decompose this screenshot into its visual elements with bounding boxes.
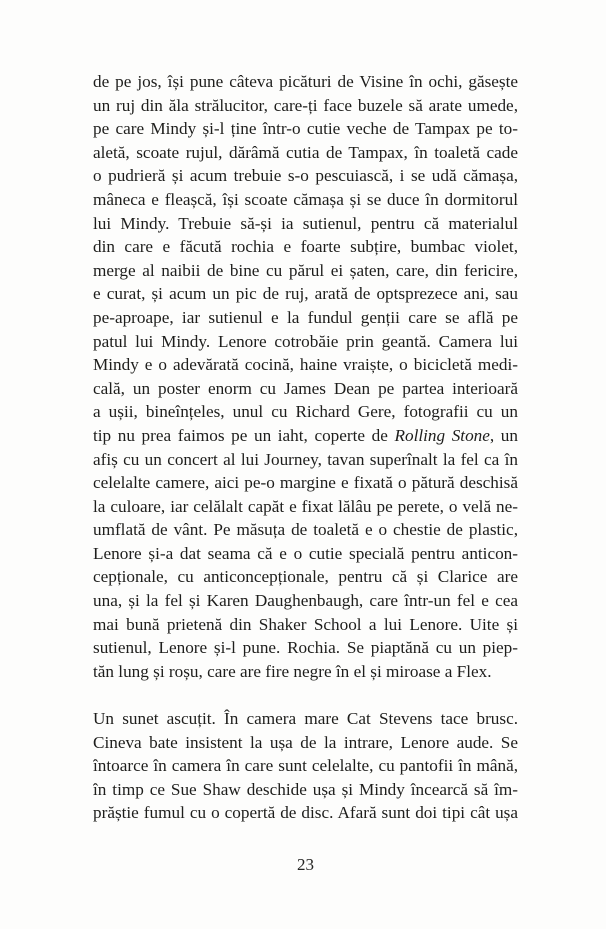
text-run: în timp ce Sue Shaw deschide ușa și Mindy încearcă să îm- xyxy=(93,779,518,799)
text-line xyxy=(93,518,518,542)
text-line xyxy=(93,330,518,354)
text-line xyxy=(93,424,518,448)
text-line xyxy=(93,636,518,660)
text-run: pe-aproape, iar sutienul e la fundul genții care se află pe xyxy=(93,307,518,327)
text-line xyxy=(93,660,518,684)
page-text xyxy=(93,70,518,825)
text-run: celelalte camere, aici pe-o margine e fixată o pătură deschisă xyxy=(93,473,518,493)
text-line xyxy=(93,754,518,778)
text-line xyxy=(93,448,518,472)
text-run: Un sunet ascuțit. În camera mare Cat Stevens tace brusc. xyxy=(93,709,518,729)
text-line xyxy=(93,306,518,330)
text-run: cepționale, cu anticoncepționale, pentru că și Clarice are xyxy=(93,567,518,587)
text-run: un ruj din ăla strălucitor, care-ți face buzele să arate umede, xyxy=(93,95,518,115)
text-run: tip nu prea faimos pe un iaht, coperte de xyxy=(93,425,395,445)
text-run: întoarce în camera în care sunt celelalte, cu pantofii în mână, xyxy=(93,756,518,776)
text-line xyxy=(93,565,518,589)
text-line xyxy=(93,471,518,495)
text-run: o pudrieră și acum trebuie s-o pescuiască, i se udă cămașa, xyxy=(93,166,518,186)
text-line xyxy=(93,542,518,566)
text-run: mâneca e fleașcă, își scoate cămașa și se duce în dormitorul xyxy=(93,189,518,209)
text-run: prăștie fumul cu o copertă de disc. Afară sunt doi tipi cât ușa xyxy=(93,803,518,823)
text-run: Mindy e o adevărată cocină, haine vraiște, o bicicletă medi- xyxy=(93,355,518,375)
text-run: patul lui Mindy. Lenore cotrobăie prin geantă. Camera lui xyxy=(93,331,518,351)
text-run: , un xyxy=(489,425,518,445)
text-line xyxy=(93,353,518,377)
text-line xyxy=(93,94,518,118)
text-line xyxy=(93,778,518,802)
text-run: merge al naibii de bine cu părul ei șaten, care, din fericire, xyxy=(93,260,518,280)
text-line xyxy=(93,117,518,141)
text-line xyxy=(93,400,518,424)
text-run: sutienul, Lenore și-l pune. Rochia. Se piaptănă cu un piep- xyxy=(93,638,518,658)
text-run: a ușii, bineînțeles, unul cu Richard Gere, fotografii cu un xyxy=(93,402,518,422)
text-run: Lenore și-a dat seama că e o cutie specială pentru anticon- xyxy=(93,543,518,563)
text-run: una, și la fel și Karen Daughenbaugh, care într-un fel e cea xyxy=(93,591,518,611)
text-run: lui Mindy. Trebuie să-și ia sutienul, pentru că materialul xyxy=(93,213,518,233)
text-run: cală, un poster enorm cu James Dean pe partea interioară xyxy=(93,378,518,398)
text-run: afiș cu un concert al lui Journey, tavan superînalt la fel ca în xyxy=(93,449,518,469)
text-line xyxy=(93,259,518,283)
text-line xyxy=(93,188,518,212)
text-line xyxy=(93,377,518,401)
text-run: aletă, scoate rujul, dărâmă cutia de Tampax, în toaletă cade xyxy=(93,142,518,162)
text-line xyxy=(93,212,518,236)
text-run: de pe jos, își pune câteva picături de Visine în ochi, găsește xyxy=(93,72,518,91)
text-run: la culoare, iar celălalt capăt e fixat lălâu pe perete, o velă ne- xyxy=(93,496,518,516)
text-line xyxy=(93,731,518,755)
text-run: Cineva bate insistent la ușa de la intrare, Lenore aude. Se xyxy=(93,732,518,752)
text-run: mai bună prietenă din Shaker School a lui Lenore. Uite și xyxy=(93,614,518,634)
text-line xyxy=(93,164,518,188)
text-run: e curat, și acum un pic de ruj, arată de optsprezece ani, sau xyxy=(93,284,518,304)
text-line xyxy=(93,589,518,613)
text-line xyxy=(93,235,518,259)
text-line xyxy=(93,141,518,165)
page-number: 23 xyxy=(297,855,314,874)
text-run: tăn lung și roșu, care are fire negre în el și miroase a Flex. xyxy=(93,661,492,681)
text-run: din care e făcută rochia e foarte subțire, bumbac violet, xyxy=(93,237,518,257)
text-run: pe care Mindy și-l ține într-o cutie veche de Tampax pe to- xyxy=(93,119,518,139)
paragraph-1 xyxy=(93,70,518,683)
paragraph-2 xyxy=(93,707,518,825)
text-line xyxy=(93,282,518,306)
text-line xyxy=(93,70,518,94)
italic-run: Rolling Stone xyxy=(394,425,490,445)
text-line xyxy=(93,707,518,731)
text-line xyxy=(93,801,518,825)
text-run: umflată de vânt. Pe măsuța de toaletă e o chestie de plastic, xyxy=(93,520,518,540)
text-line xyxy=(93,613,518,637)
text-line xyxy=(93,495,518,519)
